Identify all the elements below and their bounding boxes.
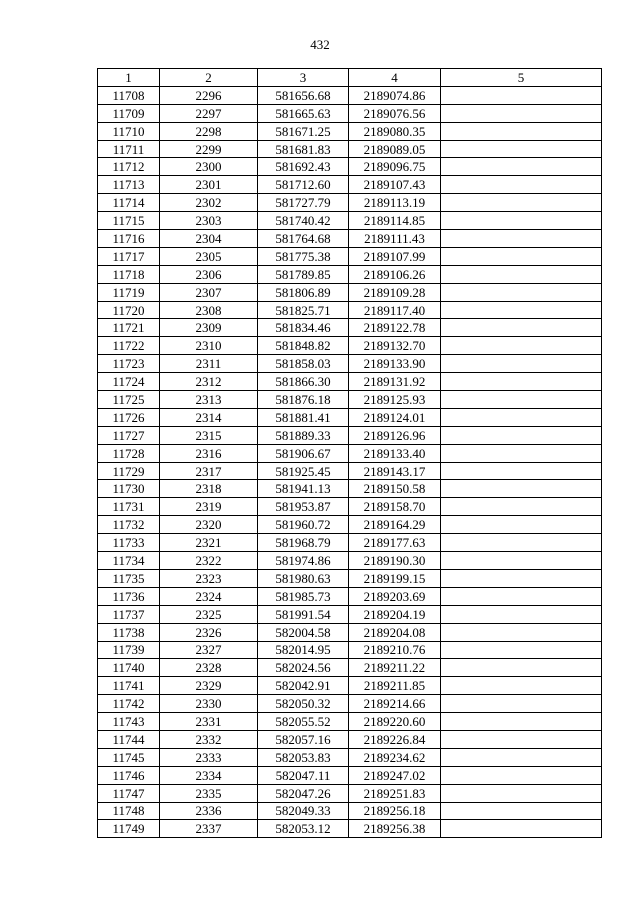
table-cell: 582024.56 [258,659,349,677]
table-cell: 11724 [98,373,160,391]
table-cell: 11708 [98,86,160,104]
table-cell: 11712 [98,158,160,176]
table-cell: 2189124.01 [349,408,441,426]
table-row [98,695,602,713]
table-row [98,122,602,140]
table-cell: 2317 [160,462,258,480]
column-header: 1 [98,69,160,87]
table-cell [441,641,602,659]
table-cell: 11749 [98,820,160,838]
table-cell: 2302 [160,194,258,212]
table-cell [441,623,602,641]
table-cell: 581968.79 [258,534,349,552]
table-cell: 2189126.96 [349,426,441,444]
table-cell: 2307 [160,283,258,301]
table-cell: 11714 [98,194,160,212]
table-cell [441,86,602,104]
table-cell: 2330 [160,695,258,713]
table-cell: 582047.26 [258,784,349,802]
table-cell: 581980.63 [258,569,349,587]
table-cell: 11729 [98,462,160,480]
table-cell: 11730 [98,480,160,498]
table-cell: 2320 [160,516,258,534]
table-cell: 2189080.35 [349,122,441,140]
table-cell: 11717 [98,247,160,265]
table-cell: 2323 [160,569,258,587]
table-row [98,247,602,265]
table-cell: 581775.38 [258,247,349,265]
table-row [98,569,602,587]
table-cell: 582014.95 [258,641,349,659]
table-cell: 11726 [98,408,160,426]
table-cell: 581985.73 [258,587,349,605]
table-cell: 2313 [160,391,258,409]
table-cell: 581960.72 [258,516,349,534]
table-cell: 2189133.40 [349,444,441,462]
table-cell: 581764.68 [258,230,349,248]
table-cell: 2189214.66 [349,695,441,713]
table-row [98,659,602,677]
table-cell [441,265,602,283]
table-cell: 2303 [160,212,258,230]
table-cell: 2189204.08 [349,623,441,641]
table-cell: 2189199.15 [349,569,441,587]
table-cell: 2189122.78 [349,319,441,337]
table-cell [441,426,602,444]
table-cell: 11745 [98,748,160,766]
table-cell: 2189247.02 [349,766,441,784]
table-cell: 11720 [98,301,160,319]
table-cell: 2319 [160,498,258,516]
table-row [98,212,602,230]
table-cell: 2333 [160,748,258,766]
table-cell: 2189132.70 [349,337,441,355]
table-row [98,391,602,409]
table-cell: 2318 [160,480,258,498]
table-row [98,426,602,444]
table-cell: 11746 [98,766,160,784]
table-row [98,480,602,498]
table-cell [441,695,602,713]
table-cell: 582047.11 [258,766,349,784]
column-header: 5 [441,69,602,87]
table-row [98,552,602,570]
table-row [98,230,602,248]
table-cell [441,605,602,623]
table-row [98,713,602,731]
table-cell: 11713 [98,176,160,194]
table-cell: 11736 [98,587,160,605]
table-cell: 11725 [98,391,160,409]
table-cell: 2189089.05 [349,140,441,158]
table-cell: 2189150.58 [349,480,441,498]
table-cell: 582004.58 [258,623,349,641]
table-cell: 11731 [98,498,160,516]
table-cell [441,516,602,534]
table-cell: 581740.42 [258,212,349,230]
table-cell: 11738 [98,623,160,641]
table-header-row [98,69,602,87]
table-cell: 2328 [160,659,258,677]
table-cell: 582049.33 [258,802,349,820]
table-row [98,176,602,194]
table-cell: 2189076.56 [349,104,441,122]
table-cell: 2189177.63 [349,534,441,552]
table-cell: 581941.13 [258,480,349,498]
table-cell: 2322 [160,552,258,570]
table-cell: 581953.87 [258,498,349,516]
table-cell: 2305 [160,247,258,265]
table-cell [441,373,602,391]
page-number: 432 [310,37,330,52]
table-cell: 2189158.70 [349,498,441,516]
table-cell: 2189111.43 [349,230,441,248]
table-cell [441,212,602,230]
table-cell: 11734 [98,552,160,570]
table-row [98,319,602,337]
table-row [98,641,602,659]
table-cell [441,462,602,480]
table-cell: 582050.32 [258,695,349,713]
table-cell: 2189204.19 [349,605,441,623]
table-cell: 582042.91 [258,677,349,695]
table-cell: 2326 [160,623,258,641]
table-cell: 2321 [160,534,258,552]
table-cell: 11710 [98,122,160,140]
table-cell: 2334 [160,766,258,784]
table-cell: 2189125.93 [349,391,441,409]
table-row [98,623,602,641]
table-cell: 11743 [98,713,160,731]
table-body [98,86,602,837]
table-cell: 2324 [160,587,258,605]
table-cell: 11747 [98,784,160,802]
table-cell [441,247,602,265]
table-row [98,444,602,462]
table-cell: 581866.30 [258,373,349,391]
table-cell [441,498,602,516]
table-cell: 11735 [98,569,160,587]
table-cell: 2304 [160,230,258,248]
table-row [98,784,602,802]
table-cell: 581889.33 [258,426,349,444]
table-cell: 2315 [160,426,258,444]
table-row [98,462,602,480]
table-cell: 2189256.38 [349,820,441,838]
table-cell: 582053.12 [258,820,349,838]
column-header: 4 [349,69,441,87]
table-cell: 11737 [98,605,160,623]
table-cell [441,802,602,820]
table-row [98,373,602,391]
table-cell [441,283,602,301]
table-cell: 2189113.19 [349,194,441,212]
table-cell [441,158,602,176]
table-cell: 2331 [160,713,258,731]
table-cell: 2337 [160,820,258,838]
table-cell: 2297 [160,104,258,122]
table-cell [441,444,602,462]
table-cell: 2189096.75 [349,158,441,176]
table-cell [441,337,602,355]
table-cell: 2189107.99 [349,247,441,265]
table-cell: 581858.03 [258,355,349,373]
table-row [98,730,602,748]
table-cell: 2306 [160,265,258,283]
table-cell: 582057.16 [258,730,349,748]
table-cell: 11744 [98,730,160,748]
table-cell: 581906.67 [258,444,349,462]
table-cell: 2189256.18 [349,802,441,820]
table-cell: 2327 [160,641,258,659]
table-cell [441,391,602,409]
table-cell [441,140,602,158]
table-cell: 581876.18 [258,391,349,409]
table-cell: 2311 [160,355,258,373]
table-cell [441,194,602,212]
table-row [98,605,602,623]
table-row [98,337,602,355]
table-cell: 2312 [160,373,258,391]
table-cell: 2189190.30 [349,552,441,570]
table-cell: 11741 [98,677,160,695]
table-row [98,516,602,534]
table-cell [441,713,602,731]
table-cell: 581789.85 [258,265,349,283]
table-cell [441,408,602,426]
table-row [98,194,602,212]
table-cell: 11723 [98,355,160,373]
table-cell: 581665.63 [258,104,349,122]
table-cell: 2332 [160,730,258,748]
table-cell: 2309 [160,319,258,337]
table-cell: 11721 [98,319,160,337]
table-cell: 2189234.62 [349,748,441,766]
table-row [98,587,602,605]
table-cell: 581834.46 [258,319,349,337]
table-cell: 2308 [160,301,258,319]
table-cell: 2325 [160,605,258,623]
table-cell: 581991.54 [258,605,349,623]
table-cell [441,784,602,802]
table-cell: 582055.52 [258,713,349,731]
table-cell: 11716 [98,230,160,248]
table-cell: 11715 [98,212,160,230]
table-cell: 11709 [98,104,160,122]
table-cell: 582053.83 [258,748,349,766]
table-cell: 11739 [98,641,160,659]
table-cell: 11733 [98,534,160,552]
table-cell: 11719 [98,283,160,301]
table-cell: 2189107.43 [349,176,441,194]
table-cell [441,730,602,748]
table-cell: 2189143.17 [349,462,441,480]
table-cell: 2189106.26 [349,265,441,283]
table-cell: 2189211.85 [349,677,441,695]
table-cell: 581925.45 [258,462,349,480]
table-cell [441,569,602,587]
table-cell: 11727 [98,426,160,444]
table-cell: 11748 [98,802,160,820]
table-cell: 2189109.28 [349,283,441,301]
table-cell [441,587,602,605]
table-row [98,158,602,176]
table-cell: 581692.43 [258,158,349,176]
column-header: 3 [258,69,349,87]
table-cell: 2189074.86 [349,86,441,104]
table-cell: 2189210.76 [349,641,441,659]
table-cell: 2335 [160,784,258,802]
table-cell: 581727.79 [258,194,349,212]
table-cell: 581825.71 [258,301,349,319]
table-row [98,820,602,838]
table-cell: 11718 [98,265,160,283]
table-cell [441,355,602,373]
table-cell [441,176,602,194]
table-row [98,140,602,158]
table-cell: 581806.89 [258,283,349,301]
table-cell: 581671.25 [258,122,349,140]
table-cell: 2189133.90 [349,355,441,373]
table-cell: 2336 [160,802,258,820]
table-cell: 2300 [160,158,258,176]
table-cell [441,319,602,337]
table-row [98,283,602,301]
table-cell [441,122,602,140]
table-cell: 11740 [98,659,160,677]
table-row [98,408,602,426]
table-row [98,802,602,820]
table-cell [441,301,602,319]
table-cell: 581974.86 [258,552,349,570]
table-cell: 11711 [98,140,160,158]
table-cell [441,534,602,552]
table-cell: 11722 [98,337,160,355]
table-cell: 2189114.85 [349,212,441,230]
table-cell: 581681.83 [258,140,349,158]
table-cell: 2299 [160,140,258,158]
table-cell [441,659,602,677]
table-cell [441,748,602,766]
table-cell [441,766,602,784]
table-cell: 2314 [160,408,258,426]
table-cell: 11732 [98,516,160,534]
table-cell: 581656.68 [258,86,349,104]
table-cell: 2189251.83 [349,784,441,802]
table-row [98,301,602,319]
table-cell: 2189203.69 [349,587,441,605]
table-cell: 2189164.29 [349,516,441,534]
table-cell: 2298 [160,122,258,140]
table-row [98,265,602,283]
table-cell: 2189220.60 [349,713,441,731]
table-cell: 581848.82 [258,337,349,355]
table-cell: 2316 [160,444,258,462]
table-cell [441,104,602,122]
table-cell [441,677,602,695]
column-header: 2 [160,69,258,87]
table-cell: 2189226.84 [349,730,441,748]
table-cell: 2189211.22 [349,659,441,677]
table-cell: 2189117.40 [349,301,441,319]
table-row [98,355,602,373]
table-cell [441,480,602,498]
table-cell [441,552,602,570]
table-row [98,534,602,552]
coordinates-table [97,68,602,838]
table-cell: 581712.60 [258,176,349,194]
table-cell: 2301 [160,176,258,194]
table-row [98,748,602,766]
table-cell: 2310 [160,337,258,355]
table-cell: 11728 [98,444,160,462]
table-cell: 2189131.92 [349,373,441,391]
table-cell: 581881.41 [258,408,349,426]
table-row [98,766,602,784]
table-cell [441,820,602,838]
table-row [98,677,602,695]
table-cell: 2296 [160,86,258,104]
table-cell: 2329 [160,677,258,695]
table-row [98,104,602,122]
table-row [98,86,602,104]
table-cell [441,230,602,248]
table-row [98,498,602,516]
table-cell: 11742 [98,695,160,713]
